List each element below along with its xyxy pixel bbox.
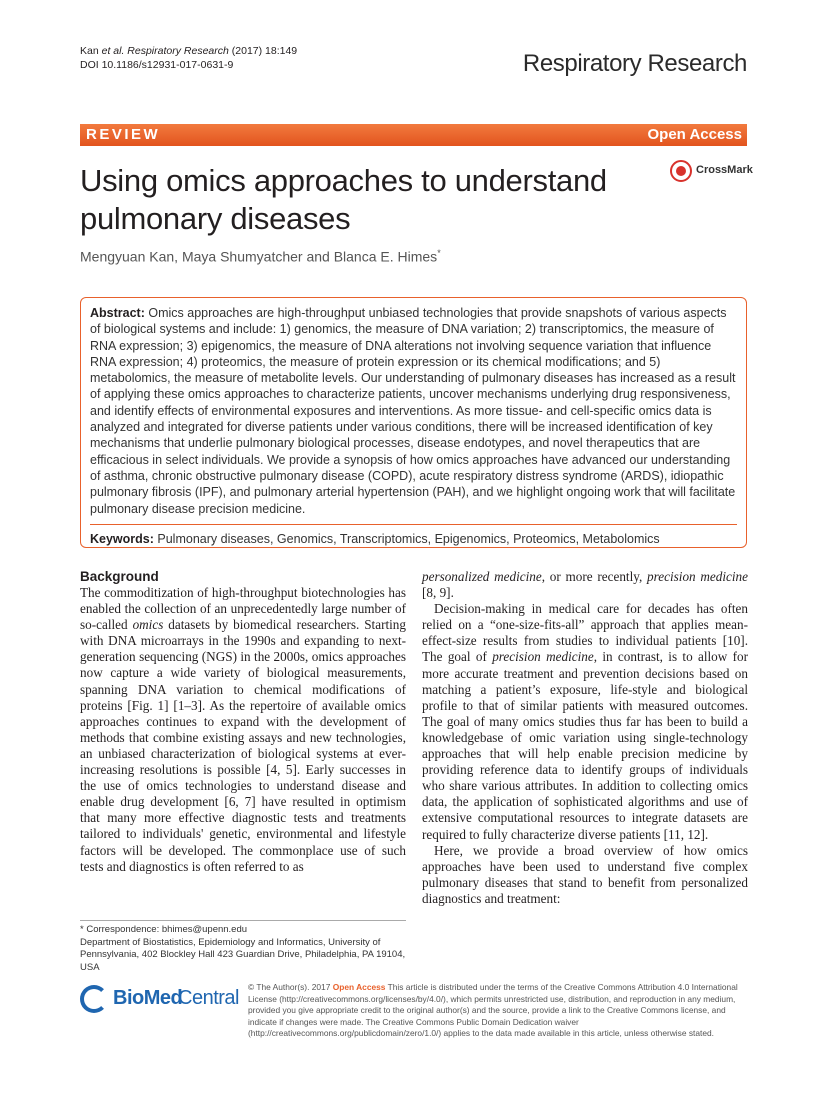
license-statement: [248, 982, 748, 1040]
paragraph-3: Here, we provide a broad overview of how omics approaches have been used to understand five complex pulmonary diseases that stand to benefit from personalized diagnostics and treatment:: [422, 842, 748, 906]
abstract: [90, 305, 737, 517]
title-line-2: pulmonary diseases: [80, 201, 351, 236]
paragraph-1-continued: [422, 569, 748, 601]
authors: Mengyuan Kan, Maya Shumyatcher and Blanca E. Himes: [80, 248, 438, 265]
crossmark-badge[interactable]: [670, 160, 753, 184]
article-type-banner: [80, 124, 747, 146]
paragraph-1-text-b: datasets by biomedical researchers. Starting with DNA microarrays in the 1990s and expanding to next-generation sequencing (NGS) in the 2000s, omics approaches now capture a wide variety of biological measurements, spanning DNA variation to chemical modifications of proteins [Fig. 1] [1–3]. As the repertoire of available omics approaches continues to expand with the development of methods that combine existing assays and new technologies, an unbiased characterization of biological systems at ever-increasing resolutions is possible [4, 5]. Early successes in the use of omics technologies to understand disease and enable drug development [6, 7] have resulted in optimism that many more effective diagnostic tests and treatments tailored to individuals' genetic, environmental and lifestyle factors will be developed. The commonplace use of such tests and diagnostics is often referred to as: [80, 617, 406, 874]
paragraph-2: [422, 601, 748, 842]
author-list: [80, 248, 441, 265]
citation-line: [80, 44, 297, 72]
body-column-2: [422, 569, 748, 907]
copyright: © The Author(s). 2017: [248, 982, 331, 992]
paragraph-1-em: omics: [132, 617, 164, 633]
open-access-tag: Open Access: [332, 982, 386, 992]
abstract-text: Omics approaches are high-throughput unbiased technologies that provide snapshots of various aspects of biological systems and include: 1) genomics, the measure of DNA variation; 2) transcriptomics, the measure of RNA expression; 3) epigenomics, the measure of DNA alterations not involving sequence variation that influence RNA expression; 4) proteomics, the measure of protein expression or its chemical modifications; and 5) metabolomics, the measure of metabolite levels. Our understanding of pulmonary diseases has increased as a result of applying these omics approaches to characterize patients, uncover mechanisms underlying drug responsiveness, and identify effects of environmental exposures and interventions. As more tissue- and cell-specific omics data is analyzed and integrated for diverse patients under various conditions, there will be increased identification of key mechanisms that underlie pulmonary biological processes, disease endotypes, and novel therapeutics that are efficacious in select individuals. We provide a synopsis of how omics approaches have advanced our understanding of asthma, chronic obstructive pulmonary disease (COPD), acute respiratory distress syndrome (ARDS), idiopathic pulmonary fibrosis (IPF), and pulmonary arterial hypertension (PAH), and we highlight ongoing work that will facilitate pulmonary disease precision medicine.: [90, 306, 736, 516]
corresponding-mark: *: [437, 248, 441, 258]
paragraph-2-text-a: Decision-making in medical care for decades has often relied on a “one-size-fits-all” approach that applies mean-effect-size results from studies to individual patients [10]. The goal of: [422, 601, 748, 665]
citation-authors: Kan: [80, 45, 99, 57]
crossmark-label: CrossMark: [696, 164, 753, 176]
body-column-1: [80, 569, 406, 875]
paragraph-2-text-b: , in contrast, is to allow for more accurate treatment and prevention decisions based on matching a patient’s exposure, life-style and biological profile to that of similar patients with measured outcomes. The goal of many omics studies thus far has been to build a knowledgebase of omic variation using single-technology approaches that will help enable precision medicine by providing reference data to identify groups of individuals who share various attributes. In addition to collecting omics data, the application of sophisticated algorithms and use of extensive computational resources to integrate datasets are required to fully characterize diverse patients [11, 12].: [422, 649, 748, 842]
biomed-central-ring-icon: [80, 985, 108, 1013]
personalized-medicine-term: personalized medicine: [422, 569, 542, 584]
paragraph-1-text-c: , or more recently,: [541, 569, 648, 584]
paragraph-1-text-a: The commoditization of high-throughput biotechnologies has enabled the collection of an unprecedentedly large number of so-called: [80, 585, 406, 633]
logo-text-central: Central: [178, 987, 239, 1009]
abstract-box: [80, 297, 747, 548]
correspondence[interactable]: * Correspondence: bhimes@upenn.edu: [80, 924, 248, 935]
keywords: [90, 531, 737, 547]
article-title: [80, 162, 650, 238]
keywords-label: Keywords:: [90, 531, 154, 546]
section-heading-background: Background: [80, 569, 159, 584]
title-line-1: Using omics approaches to understand: [80, 163, 607, 198]
doi: DOI 10.1186/s12931-017-0631-9: [80, 59, 234, 71]
license-text: This article is distributed under the terms of the Creative Commons Attribution 4.0 International License (http://creativecommons.org/licenses/by/4.0/), which permits unrestricted use, distribution, and reproduction in any medium, provided you give appropriate credit to the original author(s) and the source, provide a link to the Creative Commons license, and indicate if changes were made. The Creative Commons Public Domain Dedication waiver (http://creativecommons.org/publicdomain/zero/1.0/) applies to the data made available in this article, unless otherwise stated.: [248, 982, 738, 1038]
citation-volume: (2017) 18:149: [231, 45, 298, 57]
paragraph-1: [80, 585, 406, 875]
citation-journal: Respiratory Research: [127, 45, 229, 57]
abstract-label: Abstract:: [90, 306, 145, 320]
journal-name: Respiratory Research: [522, 50, 747, 77]
abstract-divider: [90, 524, 737, 525]
paragraph-2-em: precision medicine: [492, 649, 594, 665]
logo-text-biomed: BioMed: [113, 987, 183, 1009]
footnote-rule: [80, 920, 406, 921]
precision-medicine-term: precision medicine: [647, 569, 748, 584]
paragraph-1-text-d: [8, 9].: [422, 585, 454, 601]
citation-etal: et al.: [101, 45, 125, 57]
keywords-text: Pulmonary diseases, Genomics, Transcriptomics, Epigenomics, Proteomics, Metabolomics: [157, 531, 660, 546]
article-type: REVIEW: [86, 126, 161, 143]
crossmark-icon: [670, 160, 692, 182]
biomed-central-logo[interactable]: [80, 985, 240, 1015]
open-access-label[interactable]: Open Access: [647, 126, 742, 143]
footnote: [80, 924, 406, 974]
affiliation: Department of Biostatistics, Epidemiology and Informatics, University of Pennsylvania, 402 Blockley Hall 423 Guardian Drive, Philadelphia, PA 19104, USA: [80, 936, 406, 973]
